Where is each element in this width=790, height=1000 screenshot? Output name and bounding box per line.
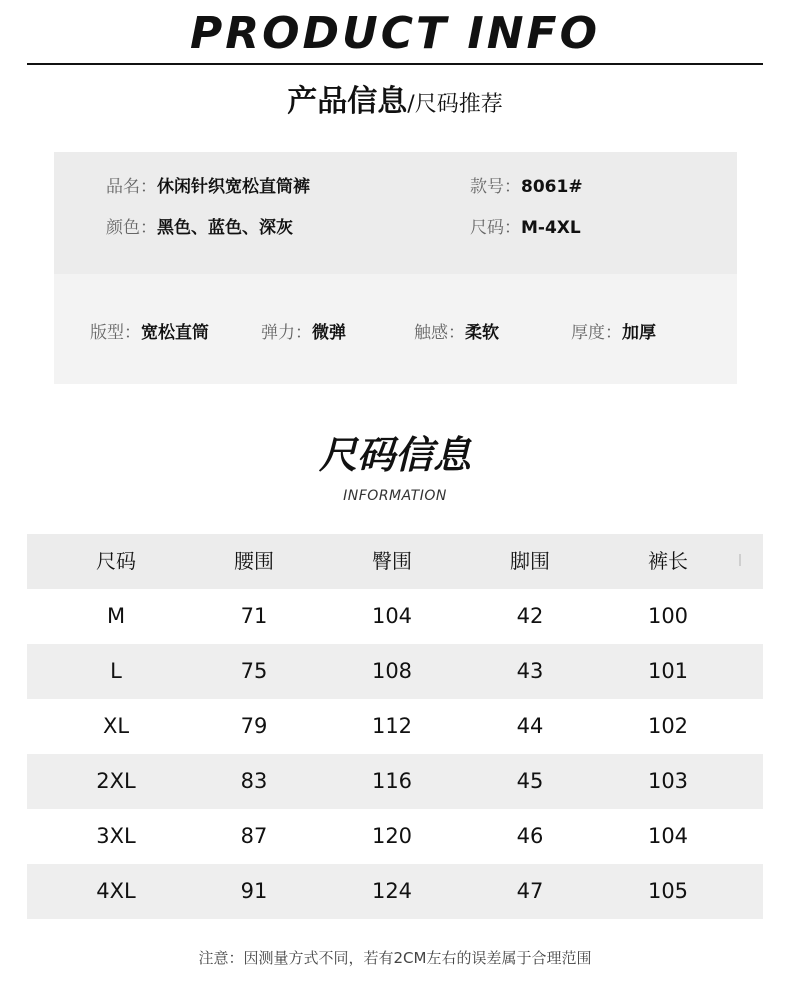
heading-sub: /尺码推荐 [407,92,503,117]
heading-main: 产品信息 [287,84,408,119]
banner-title: PRODUCT INFO [189,8,601,59]
field-stretch [261,322,346,344]
header-cell: 臀围 [372,549,412,573]
field-label: 颜色： [106,218,157,238]
field-style-number [470,176,583,198]
table-cell: 102 [647,714,689,738]
field-value: 微弹 [312,323,346,343]
field-label: 尺码： [470,218,521,238]
table-cell: M [106,604,126,628]
field-label: 款号： [470,177,521,197]
table-cell: 42 [516,604,544,628]
table-row [27,699,763,754]
table-cell: 71 [240,604,268,628]
table-row [27,864,763,919]
table-cell: 79 [240,714,268,738]
table-cell: 124 [371,879,413,903]
table-cell: 105 [647,879,689,903]
field-fit [90,322,209,344]
measurement-note: 注意：因测量方式不同，若有2CM左右的误差属于合理范围 [198,949,592,967]
section-heading [0,82,790,126]
table-row [27,754,763,809]
table-cell: 83 [240,769,268,793]
table-cell: 4XL [96,879,136,903]
table-cell: 104 [371,604,413,628]
table-cell: 116 [371,769,413,793]
field-thickness [571,322,656,344]
table-row [27,809,763,864]
table-cell: 75 [240,659,268,683]
table-cell: 91 [240,879,268,903]
info-panel-top [54,152,737,274]
table-cell: 101 [647,659,689,683]
table-cell: 120 [371,824,413,848]
table-cell: 44 [516,714,544,738]
table-cell: 104 [647,824,689,848]
cropped-column-edge [739,554,741,566]
field-feel [414,322,499,344]
table-cell: 46 [516,824,544,848]
table-row [27,644,763,699]
field-label: 品名： [106,177,157,197]
field-label: 弹力： [261,323,312,343]
field-value: 加厚 [622,323,656,343]
field-value: M-4XL [521,218,581,238]
table-cell: 43 [516,659,544,683]
table-cell: 100 [647,604,689,628]
field-label: 触感： [414,323,465,343]
field-label: 版型： [90,323,141,343]
table-row [27,589,763,644]
field-value: 柔软 [465,323,499,343]
table-cell: 112 [371,714,413,738]
size-section-title: 尺码信息 [318,433,471,477]
field-product-name [106,176,310,198]
header-cell: 腰围 [234,549,274,573]
table-cell: 108 [371,659,413,683]
table-cell: 47 [516,879,544,903]
table-cell: 2XL [96,769,136,793]
table-cell: 103 [647,769,689,793]
header-cell: 脚围 [510,549,550,573]
field-label: 厚度： [571,323,622,343]
table-cell: 3XL [96,824,136,848]
table-header-row [27,534,763,589]
table-cell: 45 [516,769,544,793]
table-cell: 87 [240,824,268,848]
field-value: 8061# [521,177,583,197]
size-section-subtitle: INFORMATION [343,488,447,504]
size-table [27,534,763,919]
header-cell: 裤长 [648,549,688,573]
field-colors [106,217,293,239]
header-cell: 尺码 [96,549,136,573]
field-size-range [470,217,581,239]
field-value: 休闲针织宽松直筒裤 [157,177,310,197]
table-cell: XL [102,714,130,738]
table-cell: L [110,659,122,683]
field-value: 宽松直筒 [141,323,209,343]
field-value: 黑色、蓝色、深灰 [157,218,293,238]
banner-divider [27,63,763,65]
